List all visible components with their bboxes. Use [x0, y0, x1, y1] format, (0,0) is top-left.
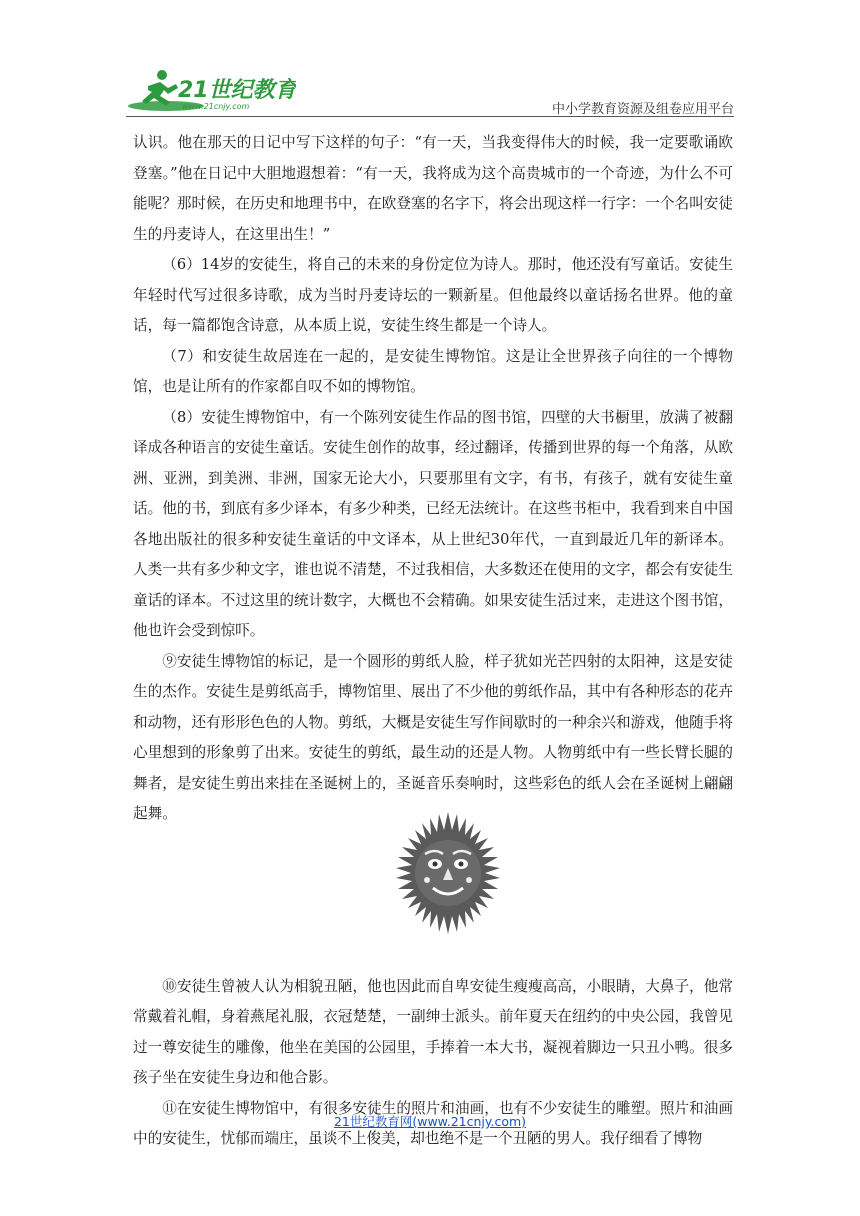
paragraph-7: （7）和安徒生故居连在一起的，是安徒生博物馆。这是让全世界孩子向往的一个博物馆，也是让所有的作家都自叹不如的博物馆。: [133, 347, 733, 395]
platform-name: 中小学教育资源及组卷应用平台: [551, 102, 734, 117]
page-footer: [0, 1112, 860, 1130]
paragraph-continued: 认识。他在那天的日记中写下这样的句子：“有一天，当我变得伟大的时候，我一定要歌诵欧登塞。”他在日记中大胆地遐想着：“有一天，我将成为这个高贵城市的一个奇迹，为什么不可能呢？那时候，在历史和地理书中，在欧登塞的名字下，将会出现这样一行字：一个名叫安徒生的丹麦诗人，在这里出生！”: [133, 134, 733, 243]
header-divider: [126, 116, 734, 117]
svg-text:21世纪教育: 21世纪教育: [178, 78, 296, 103]
article-body: [133, 128, 733, 1155]
paragraph-10: ⑩安徒生曾被人认为相貌丑陋，他也因此而自卑安徒生瘦瘦高高，小眼睛，大鼻子，他常常戴着礼帽，身着燕尾礼服，衣冠楚楚，一副绅士派头。前年夏天在纽约的中央公园，我曾见过一尊安徒生的雕像，他坐在美国的公园里，手捧着一本大书，凝视着脚边一只丑小鸭。很多孩子坐在安徒生身边和他合影。: [133, 977, 733, 1086]
paragraph-6: （6）14岁的安徒生，将自己的未来的身份定位为诗人。那时，他还没有写童话。安徒生年轻时代写过很多诗歌，成为当时丹麦诗坛的一颗新星。但他最终以童话扬名世界。他的童话，每一篇都饱含诗意，从本质上说，安徒生终生都是一个诗人。: [133, 256, 733, 334]
footer-link[interactable]: 21世纪教育网(www.21cnjy.com): [333, 1114, 527, 1129]
papercut-sun-face-image: [385, 810, 511, 936]
site-logo: [126, 66, 296, 114]
svg-text:www.21cnjy.com: www.21cnjy.com: [182, 102, 250, 111]
paragraph-9: ⑨安徒生博物馆的标记，是一个圆形的剪纸人脸，样子犹如光芒四射的太阳神，这是安徒生的杰作。安徒生是剪纸高手，博物馆里、展出了不少他的剪纸作品，其中有各种形态的花卉和动物，还有形形色色的人物。剪纸，大概是安徒生写作间歇时的一种余兴和游戏，他随手将心里想到的形象剪了出来。安徒生的剪纸，最生动的还是人物。人物剪纸中有一些长臂长腿的舞者，是安徒生剪出来挂在圣诞树上的，圣诞音乐奏响时，这些彩色的纸人会在圣诞树上翩翩起舞。: [133, 652, 733, 822]
paragraph-8: （8）安徒生博物馆中，有一个陈列安徒生作品的图书馆，四壁的大书橱里，放满了被翻译成各种语言的安徒生童话。安徒生创作的故事，经过翻译，传播到世界的每一个角落，从欧洲、亚洲，到美洲、非洲，国家无论大小，只要那里有文字，有书，有孩子，就有安徒生童话。他的书，到底有多少译本，有多少种类，已经无法统计。在这些书柜中，我看到来自中国各地出版社的很多种安徒生童话的中文译本，从上世纪30年代，一直到最近几年的新译本。人类一共有多少种文字，谁也说不清楚，不过我相信，大多数还在使用的文字，都会有安徒生童话的译本。不过这里的统计数字，大概也不会精确。如果安徒生活过来，走进这个图书馆，他也许会受到惊吓。: [133, 408, 733, 639]
paragraph-11: ⑪在安徒生博物馆中，有很多安徒生的照片和油画，也有不少安徒生的雕塑。照片和油画中的安徒生，忧郁而端庄，虽谈不上俊美，却也绝不是一个丑陋的男人。我仔细看了博物: [133, 1099, 733, 1147]
page-header: [126, 66, 734, 118]
